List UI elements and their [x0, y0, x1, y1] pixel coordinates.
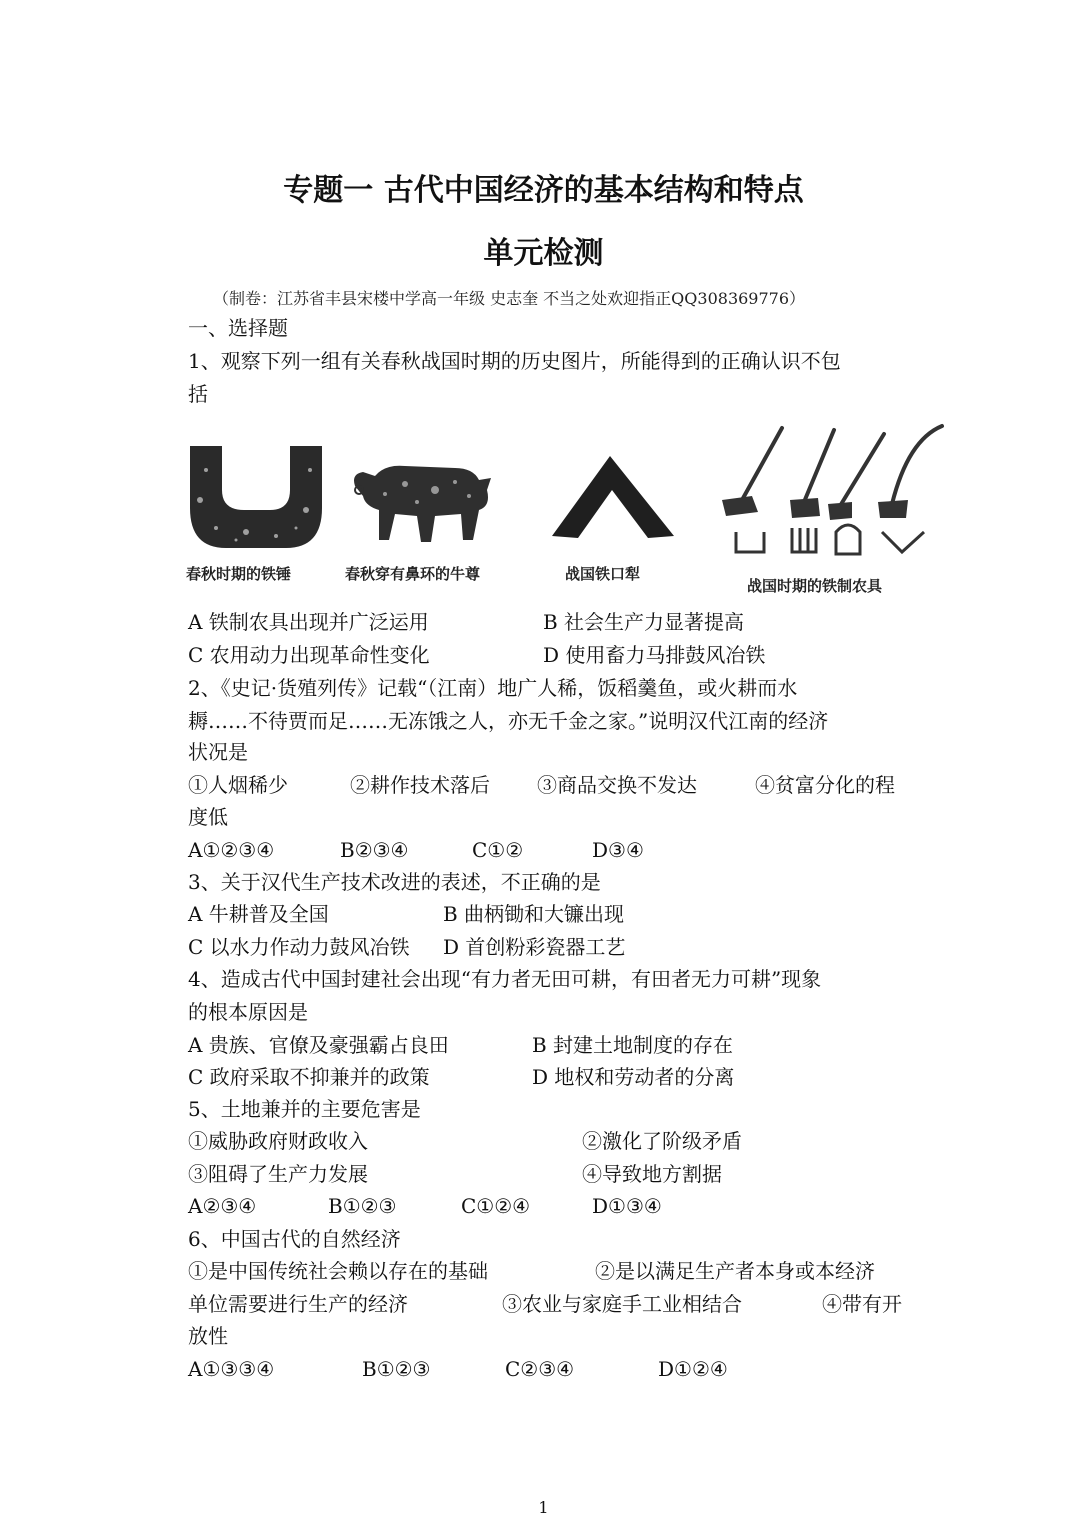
- q5-item-1: ①威胁政府财政收入: [188, 1129, 368, 1153]
- page-subtitle: 单元检测: [483, 236, 604, 271]
- iron-farm-tools-image: [712, 420, 952, 574]
- q3-stem: 3、关于汉代生产技术改进的表述，不正确的是: [188, 870, 601, 894]
- q2-item-3: ③商品交换不发达: [537, 773, 697, 797]
- q5-option-a: A②③④: [188, 1194, 257, 1218]
- q2-option-a: A①②③④: [188, 838, 275, 862]
- q5-stem: 5、土地兼并的主要危害是: [188, 1097, 421, 1121]
- q6-item-1: ①是中国传统社会赖以存在的基础: [188, 1259, 488, 1283]
- caption-iron-hammer: 春秋时期的铁锤: [186, 565, 292, 583]
- q4-option-b: B 封建土地制度的存在: [532, 1033, 734, 1057]
- caption-iron-tools: 战国时期的铁制农具: [747, 577, 883, 595]
- page-title: 专题一 古代中国经济的基本结构和特点: [283, 173, 804, 208]
- q6-item-2: ②是以满足生产者本身或本经济: [595, 1259, 875, 1283]
- iron-hammer-image: [186, 440, 326, 564]
- q1-stem-line1: 1、观察下列一组有关春秋战国时期的历史图片，所能得到的正确认识不包: [188, 349, 841, 373]
- author-credit: （制卷：江苏省丰县宋楼中学高一年级 史志奎 不当之处欢迎指正QQ308369776）: [213, 289, 806, 308]
- q6-item-4: ④带有开: [822, 1292, 902, 1316]
- q4-option-c: C 政府采取不抑兼并的政策: [188, 1065, 430, 1089]
- q5-option-d: D①③④: [592, 1194, 662, 1218]
- q2-item-1: ①人烟稀少: [188, 773, 288, 797]
- q5-item-4: ④导致地方割据: [582, 1162, 722, 1186]
- q2-option-b: B②③④: [340, 838, 409, 862]
- q2-item-2: ②耕作技术落后: [350, 773, 490, 797]
- q2-stem-line3: 状况是: [188, 740, 248, 764]
- q4-stem-line1: 4、造成古代中国封建社会出现“有力者无田可耕，有田者无力可耕”现象: [188, 967, 822, 991]
- q3-option-d: D 首创粉彩瓷器工艺: [443, 935, 626, 959]
- q1-option-d: D 使用畜力马排鼓风冶铁: [543, 643, 766, 667]
- q1-option-a: A 铁制农具出现并广泛运用: [188, 610, 429, 634]
- q4-stem-line2: 的根本原因是: [188, 1000, 308, 1024]
- q2-option-d: D③④: [592, 838, 644, 862]
- caption-ox-zun: 春秋穿有鼻环的牛尊: [345, 565, 481, 583]
- q6-option-c: C②③④: [505, 1357, 575, 1381]
- q6-option-d: D①②④: [658, 1357, 728, 1381]
- q6-item-3: ③农业与家庭手工业相结合: [502, 1292, 742, 1316]
- section-heading: 一、选择题: [188, 316, 288, 340]
- q2-option-c: C①②: [472, 838, 524, 862]
- q6-item-4-cont: 放性: [188, 1324, 228, 1348]
- q3-option-c: C 以水力作动力鼓风冶铁: [188, 935, 410, 959]
- q3-option-a: A 牛耕普及全国: [188, 902, 329, 926]
- q2-item-4: ④贫富分化的程: [755, 773, 895, 797]
- page-number: 1: [538, 1498, 549, 1517]
- q1-option-b: B 社会生产力显著提高: [543, 610, 745, 634]
- q5-option-b: B①②③: [328, 1194, 397, 1218]
- q1-option-c: C 农用动力出现革命性变化: [188, 643, 430, 667]
- ox-zun-bronze-image: [345, 456, 495, 550]
- q2-item-4-cont: 度低: [188, 805, 228, 829]
- q5-item-3: ③阻碍了生产力发展: [188, 1162, 368, 1186]
- q5-item-2: ②激化了阶级矛盾: [582, 1129, 742, 1153]
- q5-option-c: C①②④: [461, 1194, 531, 1218]
- q4-option-d: D 地权和劳动者的分离: [532, 1065, 735, 1089]
- q6-option-a: A①③③④: [188, 1357, 275, 1381]
- q2-stem-line1: 2、《史记·货殖列传》记载“（江南）地广人稀，饭稻羹鱼，或火耕而水: [188, 676, 798, 700]
- q6-option-b: B①②③: [362, 1357, 431, 1381]
- q2-stem-line2: 耨……不待贾而足……无冻饿之人，亦无千金之家。”说明汉代江南的经济: [188, 709, 829, 733]
- q1-stem-line2: 括: [188, 382, 208, 406]
- q3-option-b: B 曲柄锄和大镰出现: [443, 902, 625, 926]
- iron-plough-image: [548, 452, 678, 546]
- q6-item-2-cont: 单位需要进行生产的经济: [188, 1292, 408, 1316]
- q6-stem: 6、中国古代的自然经济: [188, 1227, 401, 1251]
- caption-iron-plough: 战国铁口犁: [565, 565, 641, 583]
- q4-option-a: A 贵族、官僚及豪强霸占良田: [188, 1033, 449, 1057]
